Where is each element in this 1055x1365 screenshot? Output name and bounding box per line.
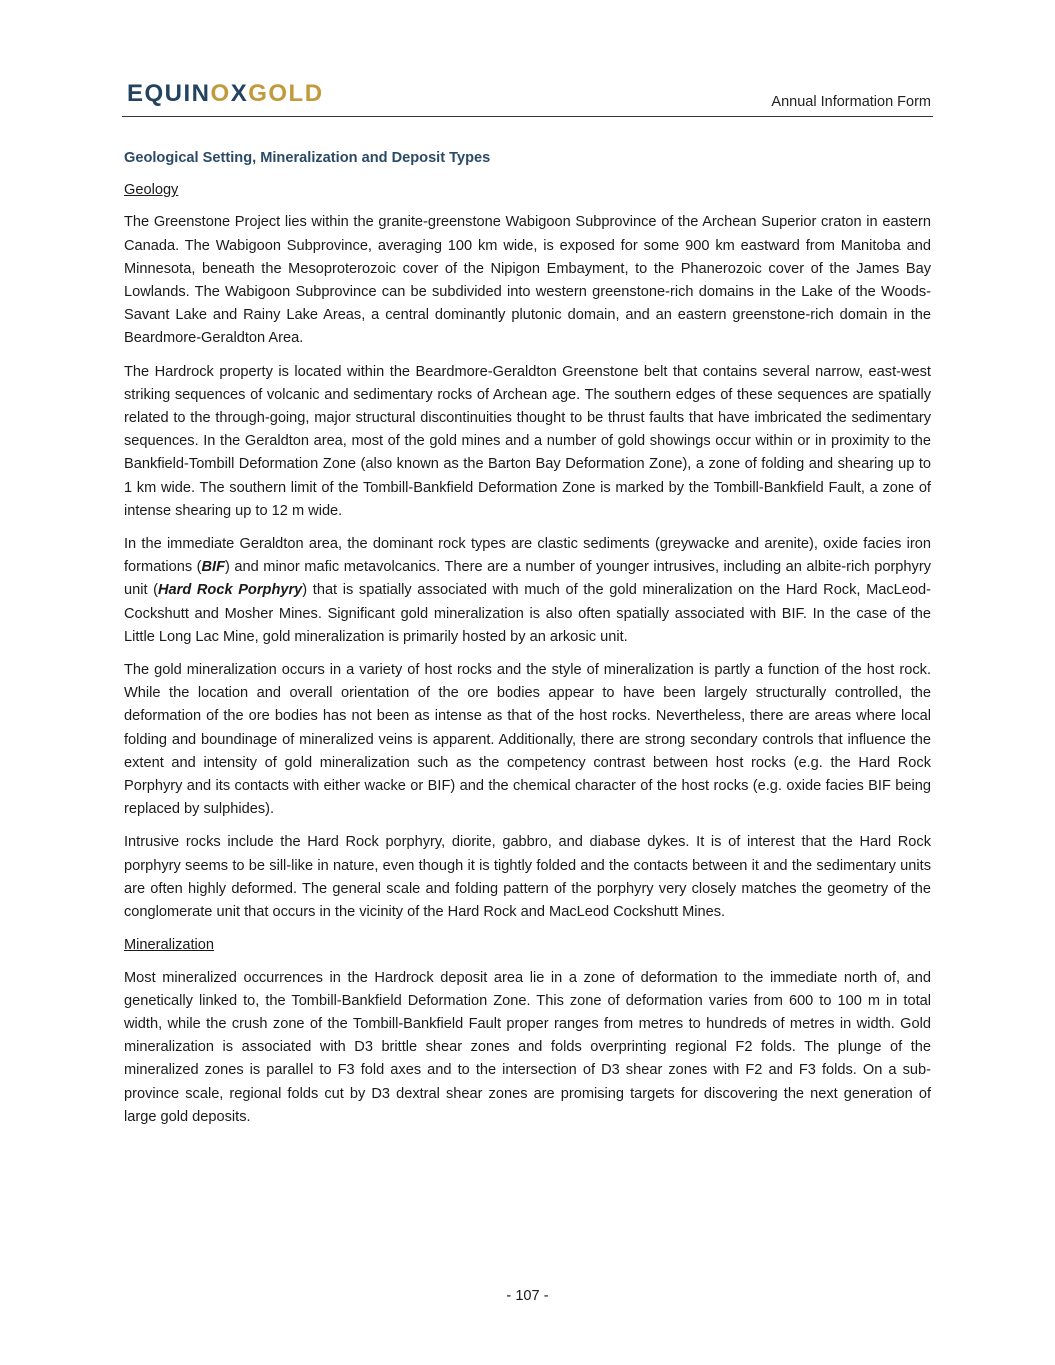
equinox-gold-logo	[127, 80, 324, 108]
logo-text-o: O	[210, 80, 231, 107]
section-title: Geological Setting, Mineralization and Deposit Types	[124, 150, 491, 166]
logo-text-equin: EQUIN	[127, 80, 211, 107]
geology-paragraph-4: The gold mineralization occurs in a variety of host rocks and the style of mineralization is partly a function of the host rock. While the location and overall orientation of the ore bodies appear to have been largely structurally controlled, the deformation of the ore bodies has not been as intense as that of the host rocks. Nevertheless, there are areas where local folding and boundinage of mineralized veins is apparent. Additionally, there are strong secondary controls that influence the extent and intensity of gold mineralization such as the competency contrast between host rocks (e.g. the Hard Rock Porphyry and its contacts with either wacke or BIF) and the chemical character of the host rocks (e.g. oxide facies BIF being replaced by sulphides).	[124, 662, 931, 818]
hard-rock-porphyry-term: Hard Rock Porphyry	[158, 582, 303, 599]
logo-text-gold: GOLD	[248, 80, 324, 107]
geology-paragraph-3	[124, 533, 931, 649]
geology-heading: Geology	[124, 182, 179, 199]
page-number: - 107 -	[506, 1288, 549, 1304]
geology-paragraph-5: Intrusive rocks include the Hard Rock porphyry, diorite, gabbro, and diabase dykes. It is of interest that the Hard Rock porphyry seems to be sill-like in nature, even though it is tightly folded and the contacts between it and the sedimentary units are often highly deformed. The general scale and folding pattern of the porphyry very closely matches the geometry of the conglomerate unit that occurs in the vicinity of the Hard Rock and MacLeod Cockshutt Mines.	[124, 834, 931, 921]
geology-paragraph-2: The Hardrock property is located within the Beardmore-Geraldton Greenstone belt that contains several narrow, east-west striking sequences of volcanic and sedimentary rocks of Archean age. The southern edges of these sequences are spatially related to the through-going, major structural discontinuities thought to be thrust faults that have imbricated the sedimentary sequences. In the Geraldton area, most of the gold mines and a number of gold showings occur within or in proximity to the Bankfield-Tombill Deformation Zone (also known as the Barton Bay Deformation Zone), a zone of folding and shearing up to 1 km wide. The southern limit of the Tombill-Bankfield Deformation Zone is marked by the Tombill-Bankfield Fault, a zone of intense shearing up to 12 m wide.	[124, 363, 931, 519]
geology-paragraph-1: The Greenstone Project lies within the granite-greenstone Wabigoon Subprovince of the Archean Superior craton in eastern Canada. The Wabigoon Subprovince, averaging 100 km wide, is exposed for some 900 km eastward from Manitoba and Minnesota, beneath the Mesoproterozoic cover of the Nipigon Embayment, to the Phanerozoic cover of the James Bay Lowlands. The Wabigoon Subprovince can be subdivided into western greenstone-rich domains in the Lake of the Woods-Savant Lake and Rainy Lake Areas, a central dominantly plutonic domain, and an eastern greenstone-rich domain in the Beardmore-Geraldton Area.	[124, 214, 931, 347]
p3-text-e: ) that is spatially associated with much of the gold mineralization on the Hard Rock, MacLeod-Cockshutt and Mosher Mines. Significant gold mineralization is also often spatially associated with BIF. In the case of the Little Long Lac Mine, gold mineralization is primarily hosted by an arkosic unit.	[124, 582, 931, 645]
mineralization-heading: Mineralization	[124, 937, 215, 954]
p3-text-a: In the immediate Geraldton area, the dominant rock types are clastic sediments (greywacke and arenite), oxide facies iron formations (	[124, 536, 931, 576]
logo-text-x: X	[230, 80, 249, 107]
p3-text-c: ) and minor mafic metavolcanics. There are a number of younger intrusives, including an albite-rich porphyry unit (	[124, 559, 931, 599]
page-body	[124, 147, 931, 1139]
document-type-label: Annual Information Form	[771, 94, 931, 110]
mineralization-paragraph-1: Most mineralized occurrences in the Hardrock deposit area lie in a zone of deformation to the immediate north of, and genetically linked to, the Tombill-Bankfield Deformation Zone. This zone of deformation varies from 600 to 100 m in total width, while the crush zone of the Tombill-Bankfield Fault proper ranges from metres to hundreds of metres in width. Gold mineralization is associated with D3 brittle shear zones and folds overprinting regional F2 folds. The plunge of the mineralized zones is parallel to F3 fold axes and to the intersection of D3 shear zones with F2 and F3 folds. On a sub-province scale, regional folds cut by D3 dextral shear zones are promising targets for discovering the next generation of large gold deposits.	[124, 969, 931, 1125]
page-header	[122, 80, 933, 117]
bif-term: BIF	[201, 559, 226, 576]
